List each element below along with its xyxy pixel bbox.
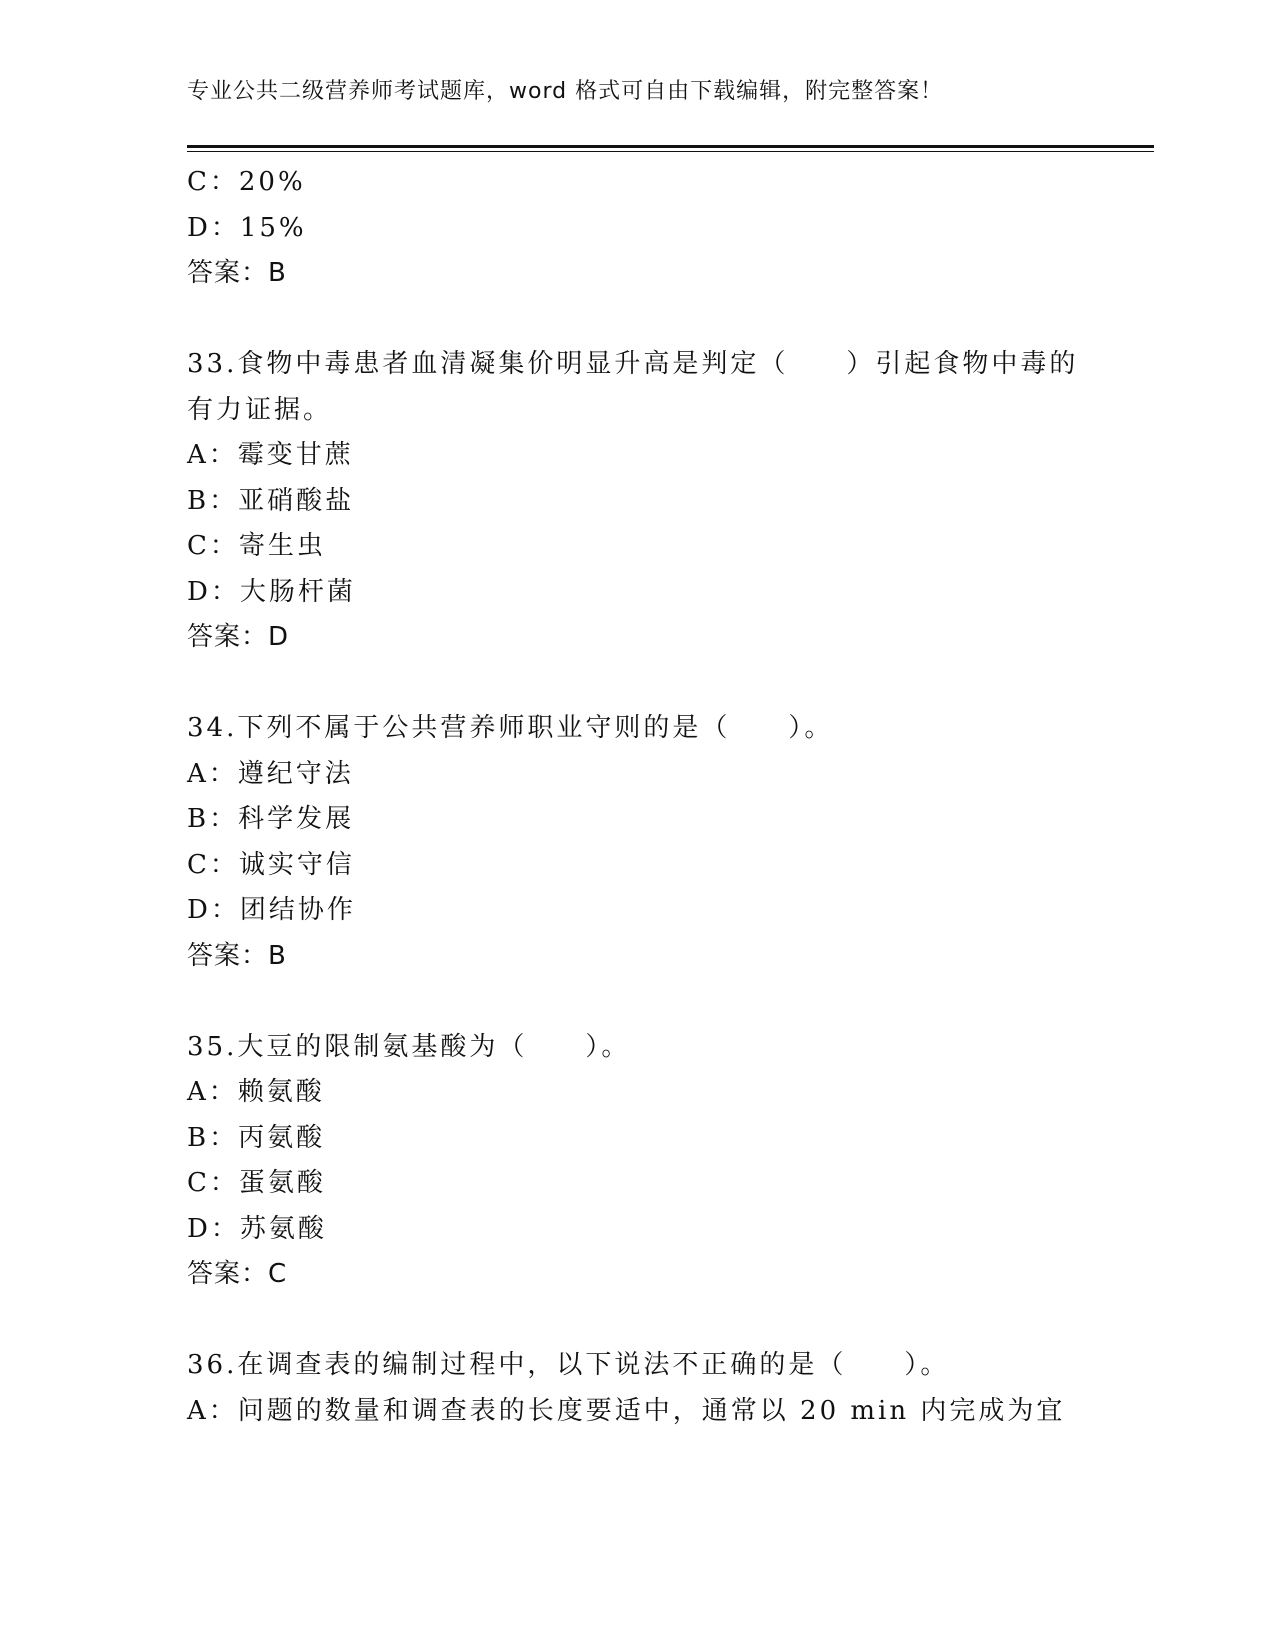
spacer xyxy=(187,661,1154,707)
option-d: D：15% xyxy=(187,212,307,243)
question-36 xyxy=(187,1343,1154,1434)
option-d: D：苏氨酸 xyxy=(187,1213,327,1244)
header-rule-thin xyxy=(187,151,1154,152)
answer: 答案：D xyxy=(187,622,290,652)
option-d: D：团结协作 xyxy=(187,895,356,925)
answer: 答案：B xyxy=(187,258,287,288)
option-d: D：大肠杆菌 xyxy=(187,576,356,607)
question-stem: 36.在调查表的编制过程中，以下说法不正确的是（ ）。 xyxy=(187,1350,950,1380)
previous-question-tail xyxy=(187,160,1154,297)
option-c: C：20% xyxy=(187,167,306,197)
question-stem: 33.食物中毒患者血清凝集价明显升高是判定（ ）引起食物中毒的 xyxy=(187,349,1079,379)
spacer xyxy=(187,297,1154,343)
answer: 答案：B xyxy=(187,940,287,971)
option-b: B：科学发展 xyxy=(187,804,355,834)
question-34 xyxy=(187,706,1154,979)
question-list xyxy=(187,160,1154,1434)
option-c: C：诚实守信 xyxy=(187,849,355,880)
question-33 xyxy=(187,342,1154,661)
option-a: A：赖氨酸 xyxy=(187,1077,325,1107)
option-b: B：亚硝酸盐 xyxy=(187,485,355,516)
option-a: A：遵纪守法 xyxy=(187,758,354,789)
option-a: A：问题的数量和调查表的长度要适中，通常以 20 min 内完成为宜 xyxy=(187,1395,1066,1426)
option-c: C：寄生虫 xyxy=(187,531,326,561)
answer: 答案：C xyxy=(187,1259,288,1289)
spacer xyxy=(187,979,1154,1025)
question-stem: 34.下列不属于公共营养师职业守则的是（ ）。 xyxy=(187,713,834,743)
question-35 xyxy=(187,1025,1154,1298)
option-c: C：蛋氨酸 xyxy=(187,1168,326,1198)
question-stem-continued: 有力证据。 xyxy=(187,394,333,425)
question-stem: 35.大豆的限制氨基酸为（ ）。 xyxy=(187,1031,631,1062)
option-a: A：霉变甘蔗 xyxy=(187,440,354,470)
header-rule-thick xyxy=(187,145,1154,148)
option-b: B：丙氨酸 xyxy=(187,1122,326,1153)
spacer xyxy=(187,1298,1154,1344)
page-header: 专业公共二级营养师考试题库，word 格式可自由下载编辑，附完整答案！ xyxy=(187,79,944,104)
